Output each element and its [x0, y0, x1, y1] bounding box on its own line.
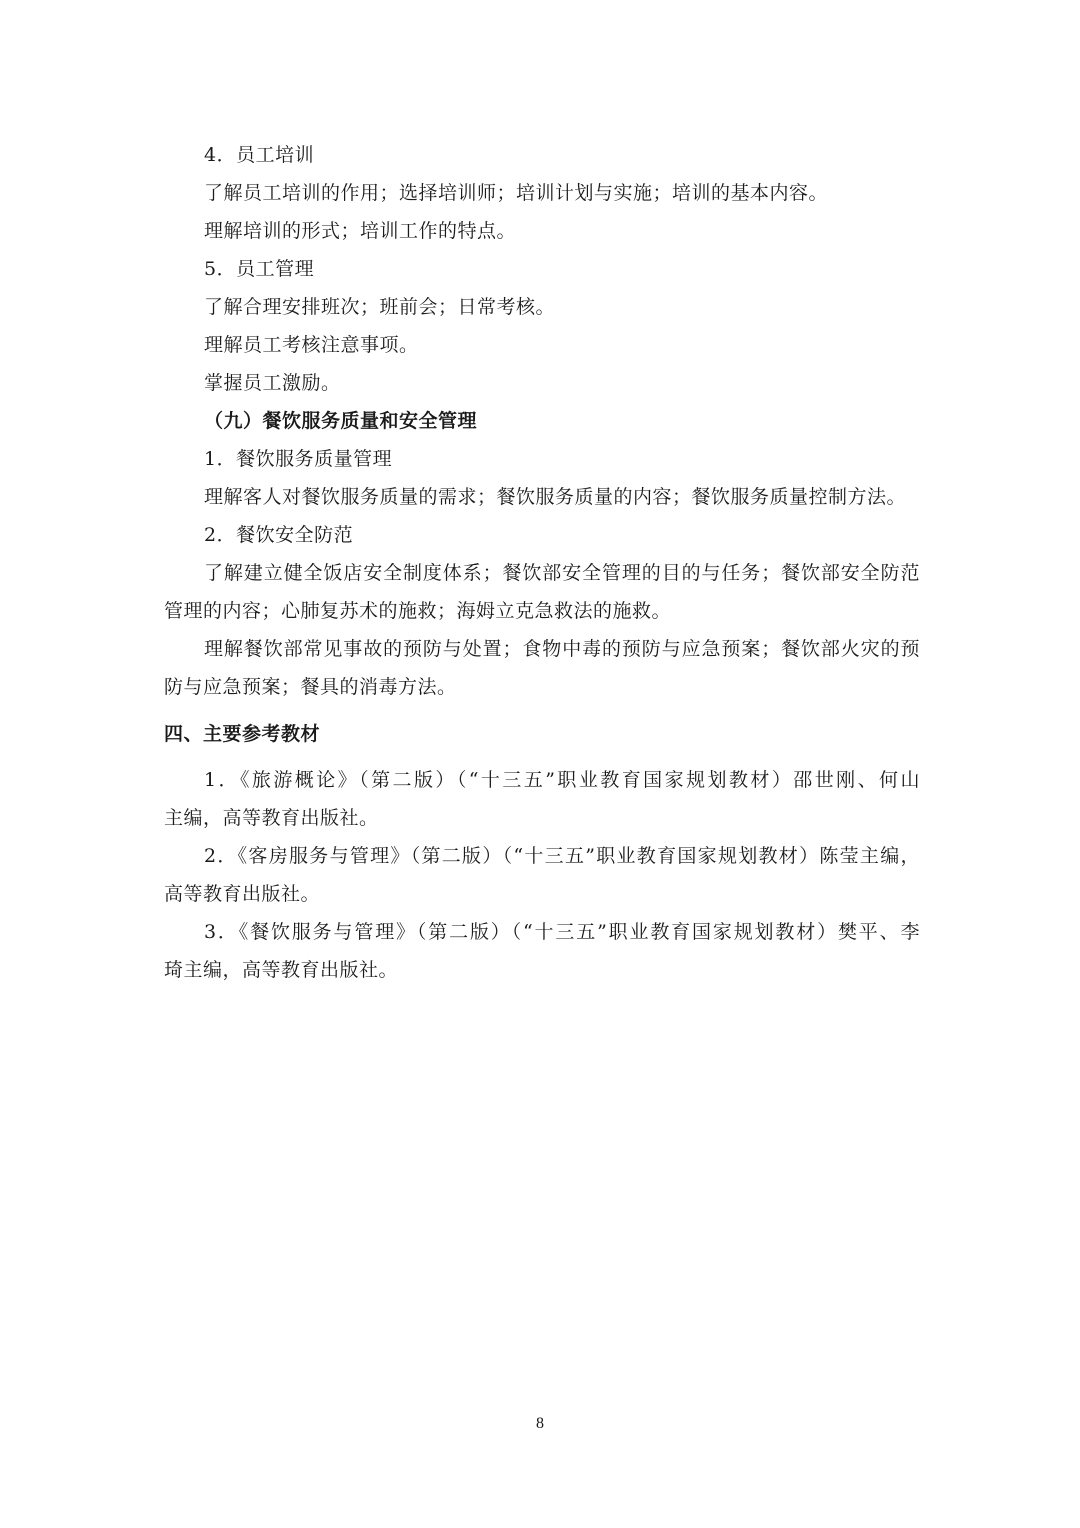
paragraph-line: 了解员工培训的作用；选择培训师；培训计划与实施；培训的基本内容。 — [204, 182, 829, 204]
reference-line: 1．《旅游概论》（第二版）（“十三五”职业教育国家规划教材）邵世刚、何山 — [204, 769, 920, 791]
reference-line: 高等教育出版社。 — [164, 883, 321, 905]
paragraph-line: 理解客人对餐饮服务质量的需求；餐饮服务质量的内容；餐饮服务质量控制方法。 — [204, 486, 907, 508]
paragraph-line: 了解建立健全饭店安全制度体系；餐饮部安全管理的目的与任务；餐饮部安全防范 — [204, 562, 920, 584]
chapter-heading-references: 四、主要参考教材 — [164, 723, 321, 745]
paragraph-line: 理解员工考核注意事项。 — [204, 334, 419, 356]
reference-line: 2．《客房服务与管理》（第二版）（“十三五”职业教育国家规划教材）陈莹主编， — [204, 845, 920, 867]
paragraph-line: 管理的内容；心肺复苏术的施救；海姆立克急救法的施救。 — [164, 600, 672, 622]
paragraph-line: 防与应急预案；餐具的消毒方法。 — [164, 676, 457, 698]
paragraph-line: 理解培训的形式；培训工作的特点。 — [204, 220, 517, 242]
subsection-heading-staff-training: 4．员工培训 — [204, 144, 315, 166]
paragraph-line: 掌握员工激励。 — [204, 372, 341, 394]
paragraph-line: 了解合理安排班次；班前会；日常考核。 — [204, 296, 556, 318]
section-heading-catering-quality-safety: （九）餐饮服务质量和安全管理 — [204, 410, 478, 432]
subsection-heading-quality-management: 1．餐饮服务质量管理 — [204, 448, 393, 470]
reference-line: 主编，高等教育出版社。 — [164, 807, 379, 829]
reference-line: 琦主编，高等教育出版社。 — [164, 959, 399, 981]
reference-line: 3．《餐饮服务与管理》（第二版）（“十三五”职业教育国家规划教材）樊平、李 — [204, 921, 920, 943]
page-number: 8 — [536, 1415, 544, 1432]
paragraph-line: 理解餐饮部常见事故的预防与处置；食物中毒的预防与应急预案；餐饮部火灾的预 — [204, 638, 920, 660]
subsection-heading-staff-management: 5．员工管理 — [204, 258, 315, 280]
subsection-heading-safety-prevention: 2．餐饮安全防范 — [204, 524, 354, 546]
